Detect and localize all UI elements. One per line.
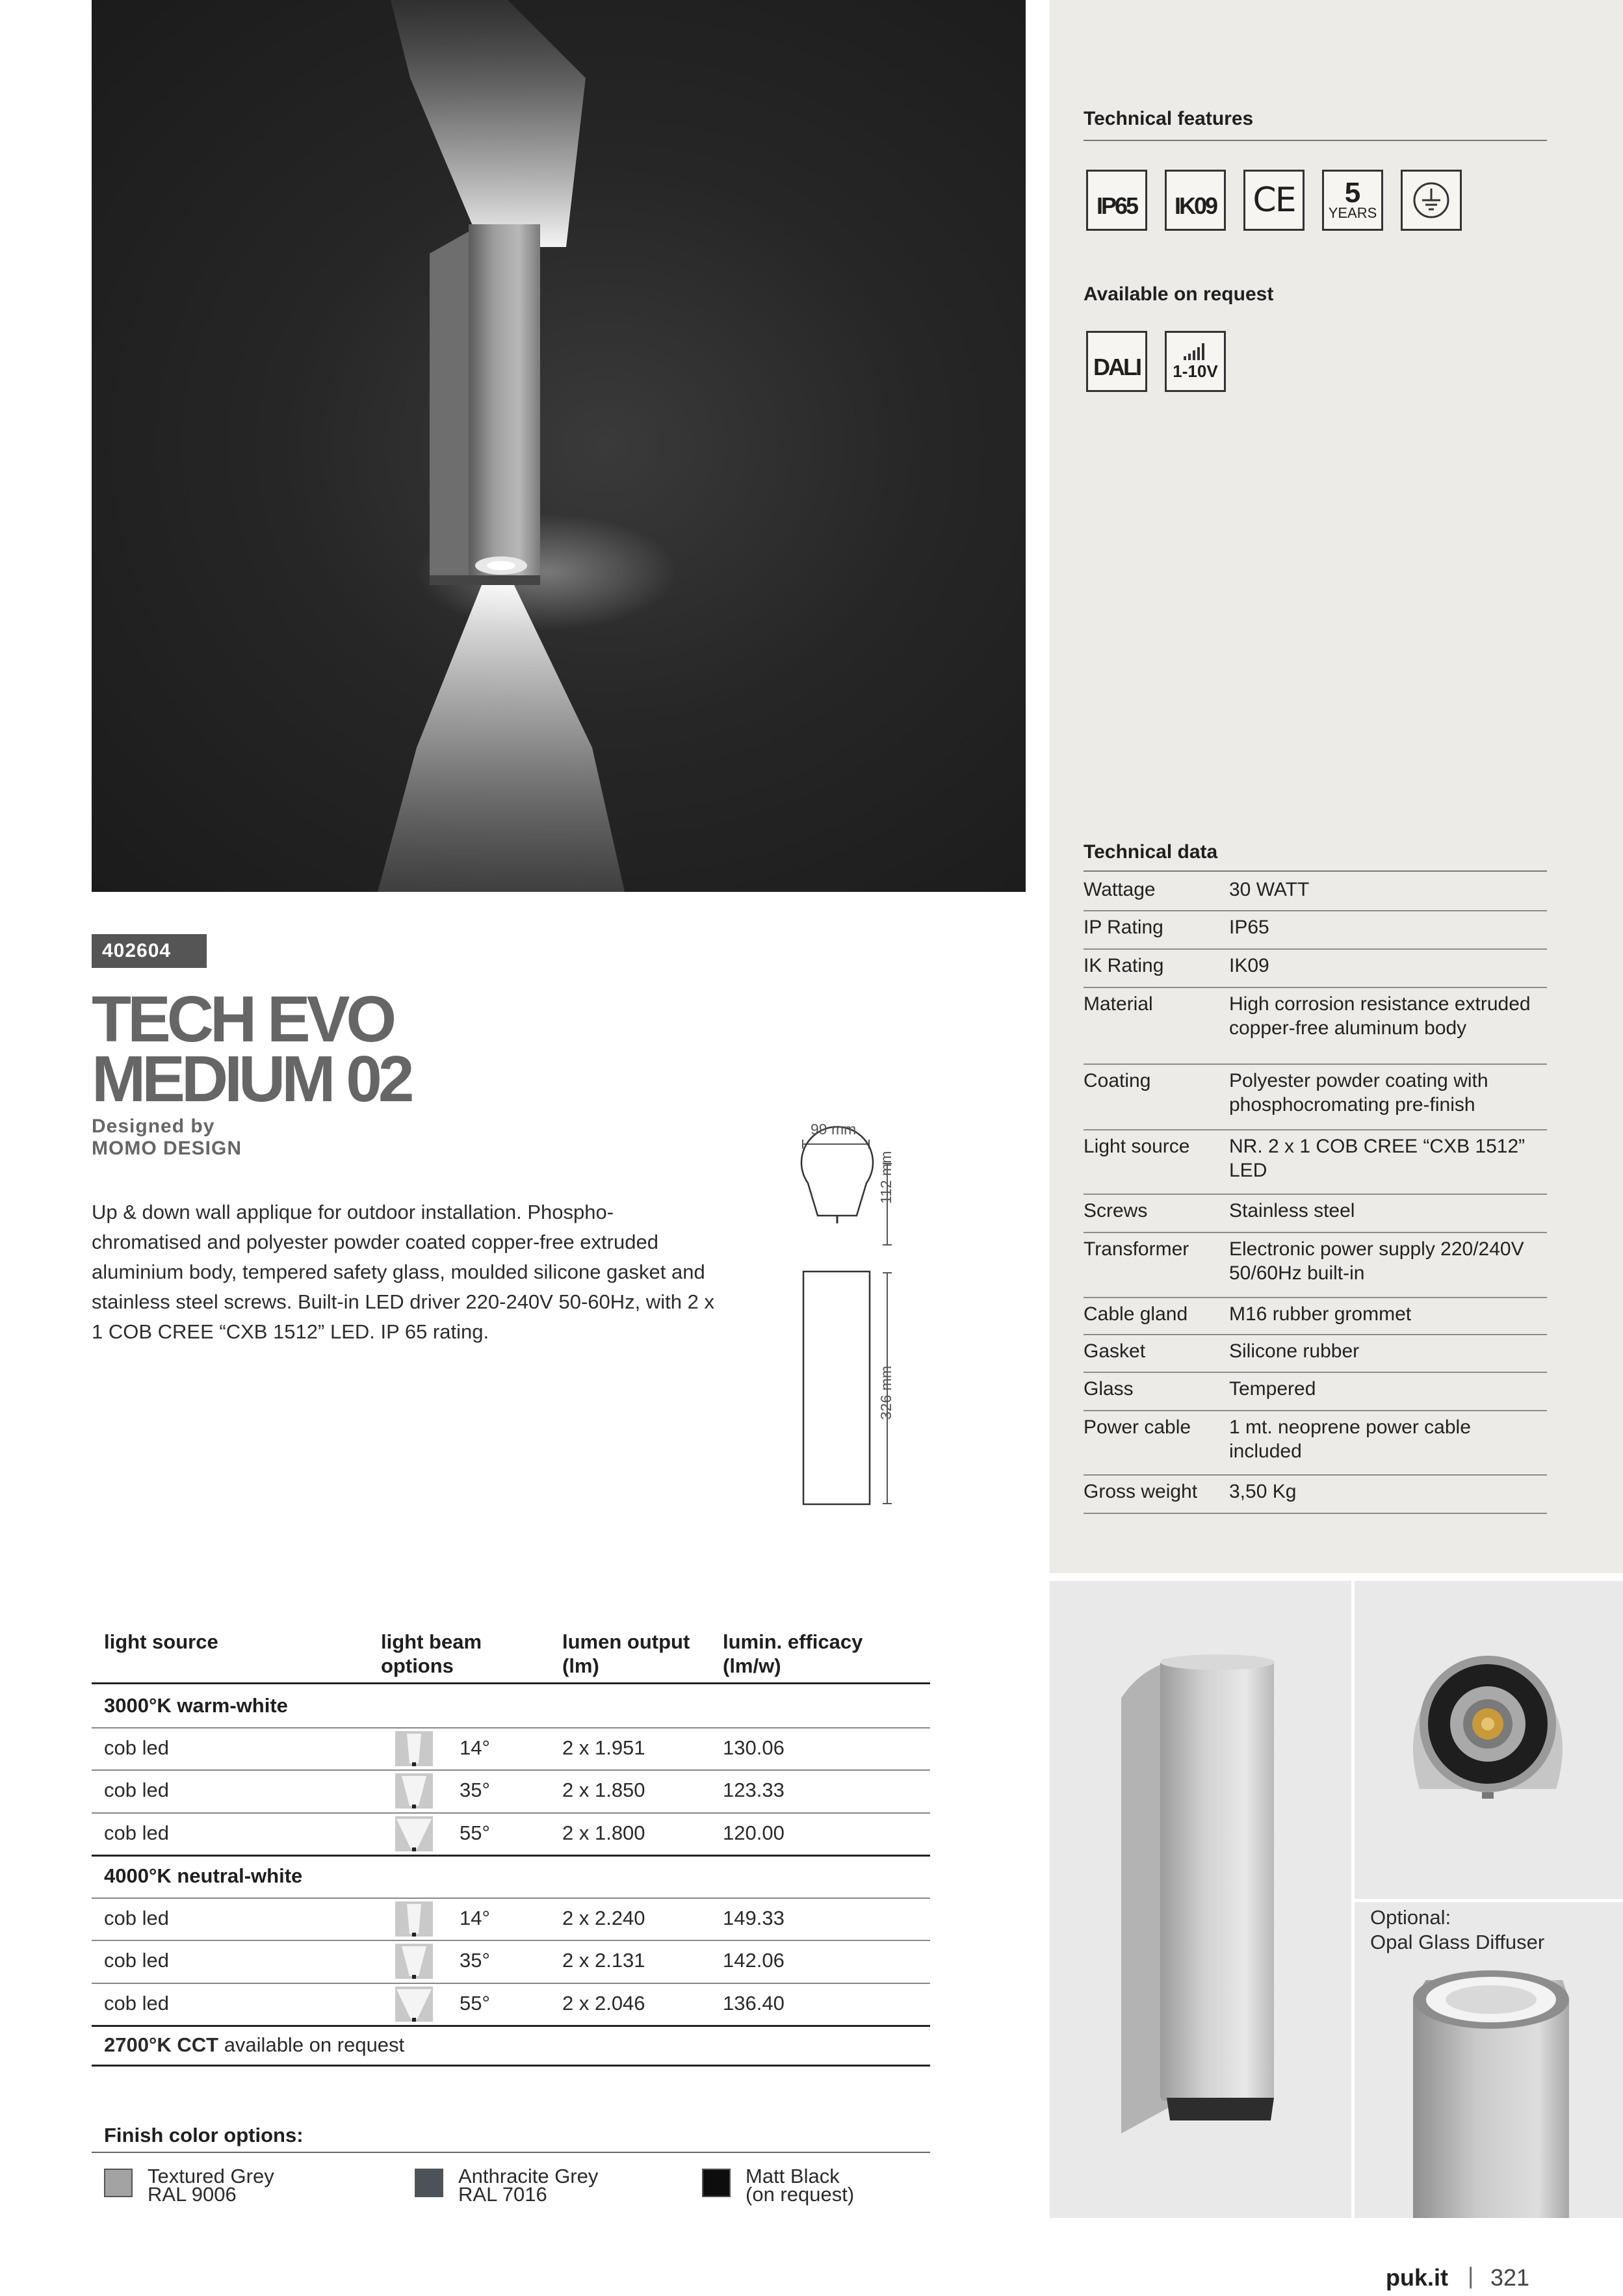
- matt-black-swatch: [702, 2169, 731, 2197]
- row-divider: [92, 1898, 930, 1899]
- tech-data-value: Polyester powder coating with phosphocromating pre-finish: [1229, 1070, 1488, 1115]
- tech-data-label: Material: [1084, 993, 1153, 1015]
- cct-footnote-text: available on request: [218, 2033, 405, 2056]
- tech-data-value: Tempered: [1229, 1378, 1316, 1400]
- designer-name: MOMO DESIGN: [92, 1138, 242, 1159]
- hero-product-photo: [92, 0, 1026, 892]
- beam-wide-icon: [395, 1987, 433, 2022]
- beam-medium-icon: [395, 1944, 433, 1979]
- product-side-view-image: [1050, 1581, 1351, 2218]
- divider: [1084, 870, 1547, 872]
- tech-data-row: [1084, 1129, 1547, 1195]
- header-light-source: light source: [104, 1630, 218, 1653]
- tech-data-row: [1084, 1334, 1547, 1373]
- tech-data-row: [1084, 872, 1547, 911]
- page-number: 321: [1490, 2264, 1530, 2291]
- anthracite-grey-swatch: [415, 2169, 443, 2197]
- warranty-5-years-badge: 5 YEARS: [1322, 170, 1383, 231]
- tech-data-row: [1084, 1232, 1547, 1298]
- earth-ground-icon: [1401, 170, 1462, 231]
- tech-data-label: Glass: [1084, 1378, 1134, 1400]
- tech-data-value: NR. 2 x 1 COB CREE “CXB 1512” LED: [1229, 1136, 1526, 1181]
- textured-grey-swatch: [104, 2169, 133, 2197]
- efficacy-cell: 136.40: [723, 1991, 785, 2015]
- product-code: 402604: [92, 934, 207, 968]
- finish-option-label: Anthracite Grey RAL 7016: [458, 2165, 599, 2206]
- beam-medium-icon: [395, 1773, 433, 1808]
- lumen-output-cell: 2 x 1.850: [562, 1779, 645, 1801]
- tech-data-value: High corrosion resistance extruded copper-free aluminum body: [1229, 993, 1531, 1039]
- tech-data-row: [1084, 1372, 1547, 1411]
- dimension-width-label: 99 mm: [811, 1121, 857, 1138]
- dali-badge: DALI: [1086, 331, 1147, 392]
- dimming-1-10v-badge: 1-10V: [1165, 331, 1226, 392]
- tech-data-value: Stainless steel: [1229, 1200, 1355, 1221]
- table-bottom-rule: [92, 2065, 930, 2067]
- lumen-output-cell: 2 x 2.046: [562, 1991, 645, 2015]
- beam-angle-cell: 55°: [460, 1821, 490, 1844]
- tech-data-row: [1084, 1194, 1547, 1233]
- tech-data-label: Power cable: [1084, 1416, 1191, 1438]
- tech-data-row: [1084, 1063, 1547, 1130]
- tech-data-row: [1084, 948, 1547, 988]
- ce-mark-badge: CE: [1243, 170, 1305, 231]
- technical-data-title: Technical data: [1084, 841, 1218, 863]
- tech-data-value: 30 WATT: [1229, 879, 1310, 900]
- row-divider: [92, 1983, 930, 1984]
- tech-data-value: Electronic power supply 220/240V 50/60Hz built-in: [1229, 1238, 1524, 1284]
- tech-data-value: M16 rubber grommet: [1229, 1303, 1412, 1325]
- product-description: Up & down wall applique for outdoor installation. Phospho-chromatised and polyester powder coated copper-free extruded aluminium body, tempered safety glass, moulded silicone gasket and stainless steel screws. Built-in LED driver 220-240V 50-60Hz, with 2 x 1 COB CREE “CXB 1512” LED. IP 65 rating.: [92, 1201, 714, 1343]
- beam-wide-icon: [395, 1816, 433, 1851]
- header-lumen-output: lumen output (lm): [562, 1630, 690, 1677]
- dimension-drawing: [790, 1118, 933, 1508]
- tech-data-label: IP Rating: [1084, 917, 1163, 938]
- ip65-badge: IP65: [1086, 170, 1147, 231]
- tech-data-label: Light source: [1084, 1136, 1190, 1157]
- light-source-cell: cob led: [104, 1779, 169, 1801]
- cct-footnote-bold: 2700°K CCT: [104, 2033, 219, 2056]
- tech-data-value: IK09: [1229, 955, 1269, 976]
- cct-footnote: [104, 2033, 404, 2057]
- group-title: 4000°K neutral-white: [104, 1864, 303, 1887]
- efficacy-cell: 149.33: [723, 1906, 785, 1929]
- product-title-line1: TECH EVO: [92, 983, 393, 1056]
- tech-data-value: Silicone rubber: [1229, 1340, 1360, 1362]
- tech-data-label: Wattage: [1084, 879, 1156, 900]
- product-top-view-image: [1355, 1581, 1623, 1899]
- light-source-cell: cob led: [104, 1949, 169, 1972]
- light-source-cell: cob led: [104, 1736, 169, 1759]
- product-title-line2: MEDIUM 02: [92, 1043, 411, 1115]
- beam-narrow-icon: [395, 1731, 433, 1766]
- beam-angle-cell: 35°: [460, 1949, 490, 1972]
- lumen-output-cell: 2 x 2.240: [562, 1906, 645, 1929]
- header-lumin-efficacy: lumin. efficacy (lm/w): [723, 1630, 863, 1677]
- finish-option-label: Textured Grey RAL 9006: [148, 2165, 274, 2206]
- efficacy-cell: 142.06: [723, 1949, 785, 1972]
- tech-data-value: 3,50 Kg: [1229, 1481, 1297, 1502]
- tech-data-row: [1084, 987, 1547, 1065]
- tech-data-label: Screws: [1084, 1200, 1148, 1221]
- light-source-cell: cob led: [104, 1906, 169, 1929]
- tech-data-row: [1084, 1297, 1547, 1335]
- light-source-cell: cob led: [104, 1821, 169, 1844]
- beam-narrow-icon: [395, 1901, 433, 1937]
- tech-data-label: IK Rating: [1084, 955, 1164, 976]
- lumen-output-cell: 2 x 1.951: [562, 1736, 645, 1759]
- row-divider: [92, 1769, 930, 1771]
- tech-data-row: [1084, 1410, 1547, 1476]
- light-source-cell: cob led: [104, 1991, 169, 2015]
- table-header-rule: [92, 1682, 930, 1684]
- row-divider: [92, 2025, 930, 2027]
- tech-data-value: 1 mt. neoprene power cable included: [1229, 1416, 1471, 1462]
- tech-data-row: [1084, 1474, 1547, 1514]
- divider: [92, 2152, 930, 2153]
- efficacy-cell: 130.06: [723, 1736, 785, 1759]
- efficacy-cell: 120.00: [723, 1821, 785, 1844]
- dimension-drawing-lines: [790, 1118, 933, 1508]
- tech-data-label: Coating: [1084, 1070, 1151, 1091]
- signal-bars-icon: [1182, 342, 1208, 361]
- tech-data-value: IP65: [1229, 917, 1269, 938]
- beam-angle-cell: 55°: [460, 1991, 490, 2015]
- divider: [1084, 140, 1547, 141]
- lumen-output-cell: 2 x 2.131: [562, 1949, 645, 1972]
- footer-separator: |: [1468, 2262, 1474, 2289]
- header-light-beam-options: light beam options: [381, 1630, 482, 1677]
- efficacy-cell: 123.33: [723, 1779, 785, 1801]
- beam-angle-cell: 35°: [460, 1779, 490, 1801]
- optional-diffuser-caption: Optional: Opal Glass Diffuser: [1370, 1906, 1545, 1953]
- tech-data-label: Gasket: [1084, 1340, 1146, 1362]
- finish-title: Finish color options:: [104, 2124, 304, 2146]
- row-divider: [92, 1940, 930, 1941]
- footer-brand: puk.it: [1386, 2264, 1448, 2291]
- group-title: 3000°K warm-white: [104, 1694, 288, 1717]
- hero-photo-illustration: [92, 0, 1026, 892]
- technical-features-title: Technical features: [1084, 108, 1254, 129]
- row-divider: [92, 1812, 930, 1814]
- ik09-badge: IK09: [1165, 170, 1226, 231]
- tech-data-label: Transformer: [1084, 1238, 1189, 1260]
- beam-angle-cell: 14°: [460, 1736, 490, 1759]
- dimension-head-height-label: 112 mm: [877, 1151, 894, 1204]
- designed-by-label: Designed by: [92, 1115, 215, 1137]
- finish-option-label: Matt Black (on request): [746, 2165, 855, 2206]
- available-on-request-title: Available on request: [1084, 283, 1274, 305]
- row-divider: [92, 1727, 930, 1729]
- row-divider: [92, 1855, 930, 1857]
- tech-data-label: Cable gland: [1084, 1303, 1188, 1325]
- lumen-output-cell: 2 x 1.800: [562, 1821, 645, 1844]
- tech-data-label: Gross weight: [1084, 1481, 1198, 1502]
- tech-data-row: [1084, 910, 1547, 950]
- beam-angle-cell: 14°: [460, 1906, 490, 1929]
- dimension-body-height-label: 326 mm: [877, 1365, 894, 1420]
